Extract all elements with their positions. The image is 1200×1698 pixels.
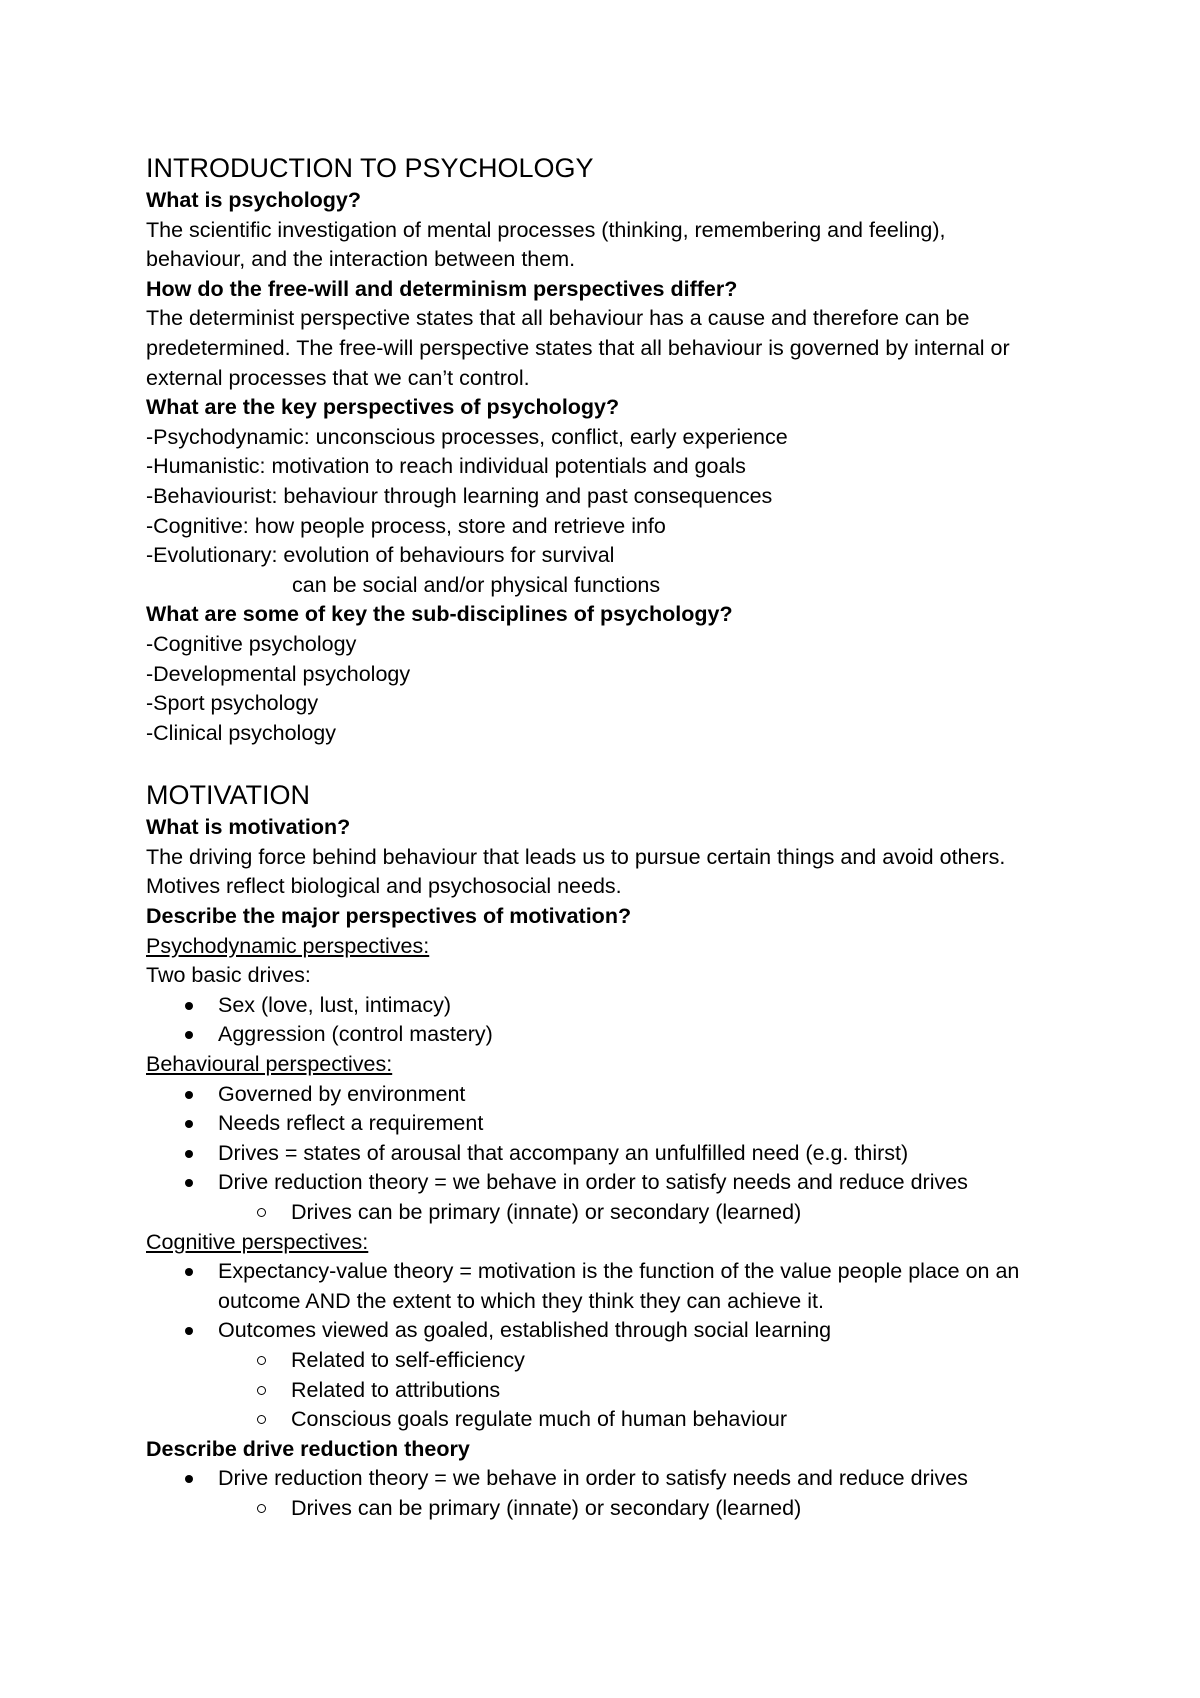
bullet-item: Aggression (control mastery) xyxy=(146,1020,1106,1050)
subdiscipline-item: -Sport psychology xyxy=(146,691,319,716)
bullet-item xyxy=(146,1257,1106,1316)
drive-sublist xyxy=(146,1494,1106,1524)
behavioural-list xyxy=(146,1080,1106,1198)
bullet-line: outcome AND the extent to which they think they can achieve it. xyxy=(218,1288,824,1313)
answer-free-will-determinism xyxy=(146,304,1106,393)
subdisciplines-list xyxy=(146,630,1106,748)
question-drive-reduction: Describe drive reduction theory xyxy=(146,1436,470,1461)
answer-line: behaviour, and the interaction between them. xyxy=(146,247,576,272)
sub-bullet-item: Drives can be primary (innate) or secondary (learned) xyxy=(146,1198,1106,1228)
answer-line: predetermined. The free-will perspective states that all behaviour is governed by internal or xyxy=(146,335,1010,360)
sub-bullet-item: Drives can be primary (innate) or secondary (learned) xyxy=(146,1494,1106,1524)
answer-line: The driving force behind behaviour that leads us to pursue certain things and avoid others. xyxy=(146,844,1006,869)
answer-line: The determinist perspective states that all behaviour has a cause and therefore can be xyxy=(146,306,970,331)
psychodynamic-title: Psychodynamic perspectives: xyxy=(146,933,430,958)
document-page xyxy=(146,150,1106,1524)
bullet-line: Expectancy-value theory = motivation is the function of the value people place on an xyxy=(218,1259,1020,1284)
cognitive-title: Cognitive perspectives: xyxy=(146,1229,369,1254)
sub-bullet-item: Conscious goals regulate much of human behaviour xyxy=(146,1405,1106,1435)
perspective-item: -Evolutionary: evolution of behaviours for survival xyxy=(146,543,615,568)
sub-bullet-item: Related to attributions xyxy=(146,1376,1106,1406)
psychodynamic-list xyxy=(146,991,1106,1050)
bullet-item: Drives = states of arousal that accompany an unfulfilled need (e.g. thirst) xyxy=(146,1139,1106,1169)
perspective-item: -Psychodynamic: unconscious processes, conflict, early experience xyxy=(146,424,788,449)
bullet-item: Drive reduction theory = we behave in order to satisfy needs and reduce drives xyxy=(146,1464,1106,1494)
perspective-item: -Humanistic: motivation to reach individual potentials and goals xyxy=(146,454,746,479)
answer-what-is-motivation xyxy=(146,843,1106,902)
question-major-perspectives: Describe the major perspectives of motivation? xyxy=(146,904,632,929)
sub-bullet-item: Related to self-efficiency xyxy=(146,1346,1106,1376)
cognitive-list xyxy=(146,1257,1106,1346)
question-what-is-motivation: What is motivation? xyxy=(146,815,351,840)
answer-line: Motives reflect biological and psychosocial needs. xyxy=(146,874,622,899)
bullet-item: Sex (love, lust, intimacy) xyxy=(146,991,1106,1021)
heading-motivation: MOTIVATION xyxy=(146,780,310,811)
subdiscipline-item: -Cognitive psychology xyxy=(146,631,357,656)
answer-line: The scientific investigation of mental processes (thinking, remembering and feeling), xyxy=(146,217,946,242)
perspective-item: -Behaviourist: behaviour through learning and past consequences xyxy=(146,483,773,508)
cognitive-sublist xyxy=(146,1346,1106,1435)
behavioural-sublist xyxy=(146,1198,1106,1228)
bullet-item: Drive reduction theory = we behave in order to satisfy needs and reduce drives xyxy=(146,1168,1106,1198)
question-free-will-determinism: How do the free-will and determinism perspectives differ? xyxy=(146,276,738,301)
question-what-is-psychology: What is psychology? xyxy=(146,188,362,212)
answer-what-is-psychology xyxy=(146,216,1106,275)
subdiscipline-item: -Clinical psychology xyxy=(146,720,336,745)
perspective-continuation: can be social and/or physical functions xyxy=(292,572,661,597)
answer-line: external processes that we can’t control. xyxy=(146,365,530,390)
perspective-item: -Cognitive: how people process, store and retrieve info xyxy=(146,513,666,538)
perspectives-list xyxy=(146,423,1106,601)
bullet-item: Outcomes viewed as goaled, established through social learning xyxy=(146,1316,1106,1346)
psychodynamic-intro: Two basic drives: xyxy=(146,963,311,988)
subdiscipline-item: -Developmental psychology xyxy=(146,661,411,686)
drive-list xyxy=(146,1464,1106,1494)
bullet-item: Governed by environment xyxy=(146,1080,1106,1110)
question-sub-disciplines: What are some of key the sub-disciplines of psychology? xyxy=(146,602,733,627)
question-key-perspectives: What are the key perspectives of psychology? xyxy=(146,395,620,420)
bullet-item: Needs reflect a requirement xyxy=(146,1109,1106,1139)
heading-introduction: INTRODUCTION TO PSYCHOLOGY xyxy=(146,153,594,183)
behavioural-title: Behavioural perspectives: xyxy=(146,1052,393,1077)
